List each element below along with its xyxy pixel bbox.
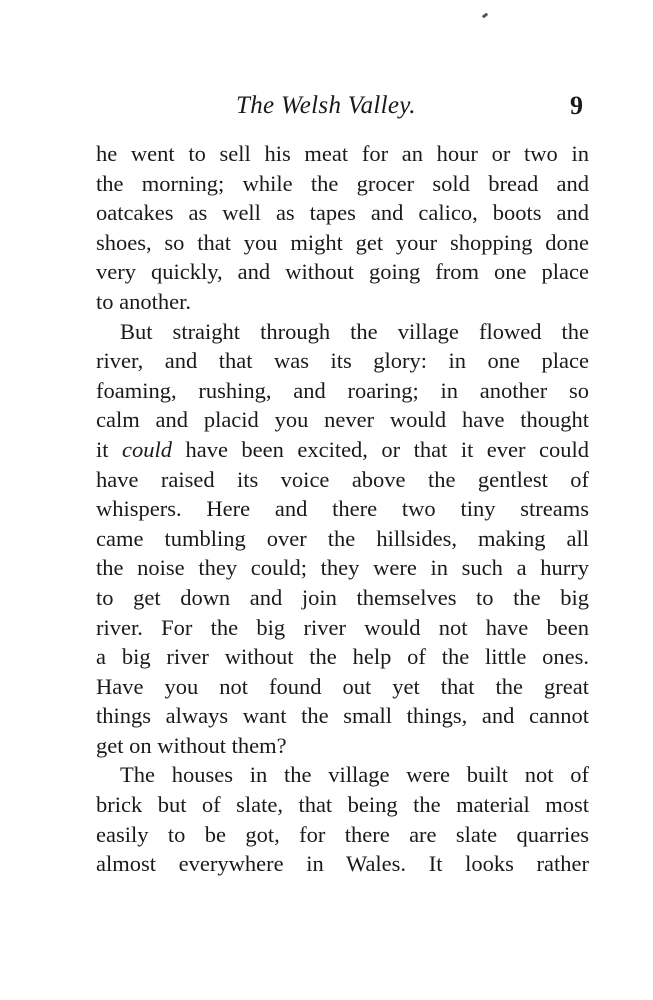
ink-mark xyxy=(482,13,489,19)
text-line: to another. xyxy=(96,288,191,314)
text-line: to get down and join themselves to the big xyxy=(96,584,589,610)
text-line: Have you not found out yet that the great xyxy=(96,673,589,699)
text-line: shoes, so that you might get your shopping done xyxy=(96,229,589,255)
text-line: came tumbling over the hillsides, making all xyxy=(96,525,589,551)
body-text xyxy=(96,139,589,879)
text-line: get on without them? xyxy=(96,732,287,758)
running-title: The Welsh Valley. xyxy=(236,92,416,119)
text-line: have raised its voice above the gentlest of xyxy=(96,466,589,492)
text-line: it could have been excited, or that it ever could xyxy=(96,436,589,462)
text-line: the noise they could; they were in such a hurry xyxy=(96,555,589,581)
page-header xyxy=(96,92,589,128)
text-line: brick but of slate, that being the material most xyxy=(96,792,589,818)
text-line: The houses in the village were built not of xyxy=(120,762,589,788)
text-line: calm and placid you never would have thought xyxy=(96,407,589,433)
text-line: But straight through the village flowed the xyxy=(120,318,589,344)
text-line: very quickly, and without going from one place xyxy=(96,259,589,285)
text-line: whispers. Here and there two tiny streams xyxy=(96,496,589,522)
text-line: things always want the small things, and cannot xyxy=(96,703,589,729)
page-number: 9 xyxy=(570,91,583,120)
emphasis: could xyxy=(121,436,172,462)
text-line: a big river without the help of the little ones. xyxy=(96,644,589,670)
text-line: foaming, rushing, and roaring; in another so xyxy=(96,377,589,403)
text-line: oatcakes as well as tapes and calico, boots and xyxy=(96,200,589,226)
text-line: the morning; while the grocer sold bread and xyxy=(96,170,589,196)
text-line: river. For the big river would not have been xyxy=(96,614,589,640)
text-line: easily to be got, for there are slate quarries xyxy=(96,821,589,847)
text-line: almost everywhere in Wales. It looks rather xyxy=(96,851,589,877)
text-line: river, and that was its glory: in one place xyxy=(96,348,589,374)
text-line: he went to sell his meat for an hour or two in xyxy=(96,141,589,166)
